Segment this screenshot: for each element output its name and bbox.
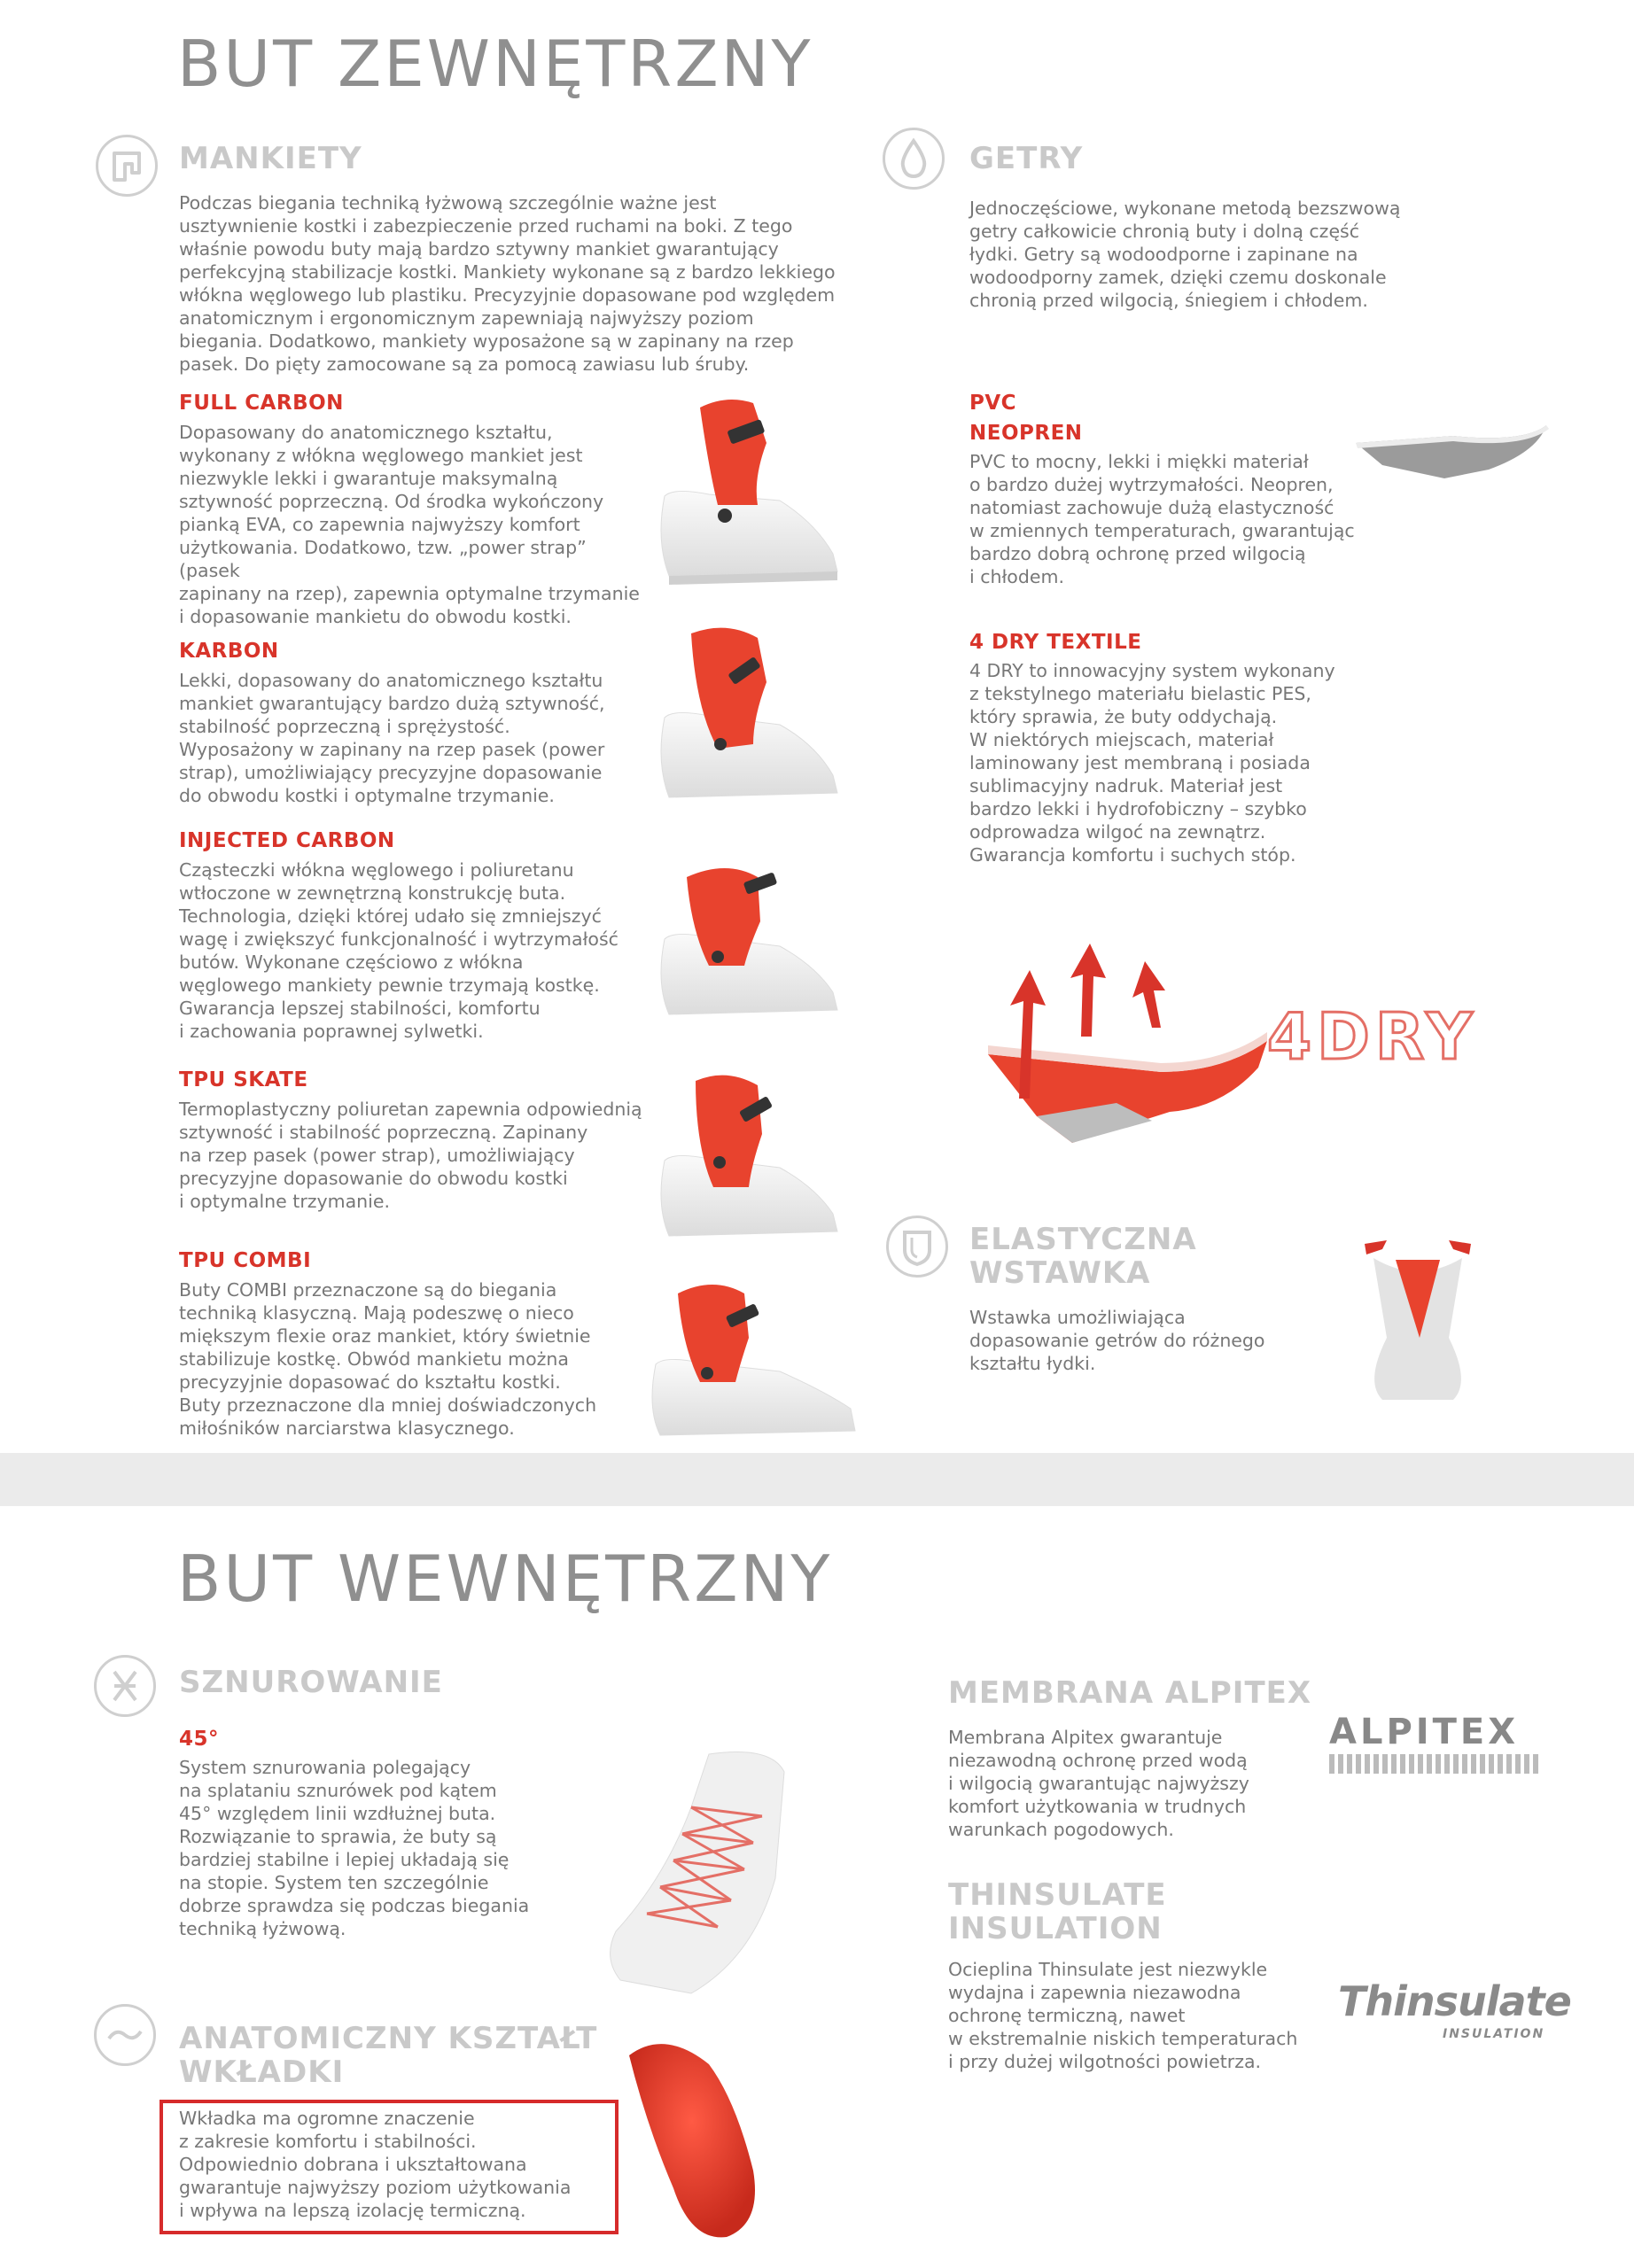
thinsulate-logo: Thinsulate — [1338, 1977, 1571, 2025]
lacing-text: System sznurowania polegający na splataniu sznurówek pod kątem 45° względem linii wzdłużnej buta. Rozwiązanie to sprawia, że buty są bardziej stabilne i lepiej układają się na stopie. System ten szczególnie dobrze sprawdza się podczas biegania techniką łyżwową. — [179, 1757, 530, 1939]
shield-icon — [886, 1216, 948, 1278]
4dry-label: 4 DRY TEXTILE — [969, 631, 1142, 654]
section-title-outer-boot: BUT ZEWNĘTRZNY — [177, 27, 813, 101]
tpu-combi-label: TPU COMBI — [179, 1249, 312, 1272]
insole-heading-2: WKŁADKI — [179, 2054, 345, 2090]
lacing-icon — [94, 1655, 156, 1717]
insole-text: Wkładka ma ogromne znaczenie z zakresie komfortu i stabilności. Odpowiednio dobrana i ukształtowana gwarantuje najwyższy poziom użytkowania i wpływa na lepszą izolację termiczną. — [179, 2108, 572, 2221]
section-separator — [0, 1453, 1634, 1506]
alpitex-heading: MEMBRANA ALPITEX — [948, 1675, 1312, 1711]
injected-carbon-boot-image — [647, 842, 860, 1028]
full-carbon-boot-image — [647, 390, 860, 594]
getry-text: Jednoczęściowe, wykonane metodą bezszwową getry całkowicie chronią buty i dolną część łydki. Getry są wodoodporne i zapinane na wodoodporny zamek, dzięki czemu doskonale chronią przed wilgocią, śniegiem i chłodem. — [969, 198, 1401, 311]
section-title-inner-boot: BUT WEWNĘTRZNY — [177, 1542, 833, 1616]
elastic-heading-2: WSTAWKA — [969, 1255, 1151, 1291]
injected-carbon-text: Cząsteczki włókna węglowego i poliuretanu wtłoczone w zewnętrzną konstrukcję buta. Technologia, dzięki której udało się zmniejszyć wagę i zwiększyć funkcjonalność i wytrzymałość butów. Wykonane częściowo z włókna węglowego mankiety pewnie trzymają kostkę. Gwarancja lepszej stabilności, komfortu i zachowania poprawnej sylwetki. — [179, 859, 619, 1042]
lacing-heading: SZNUROWANIE — [179, 1665, 443, 1700]
thinsulate-heading-1: THINSULATE — [948, 1877, 1167, 1913]
lacing-45-label: 45° — [179, 1728, 220, 1751]
mankiety-text: Podczas biegania techniką łyżwową szczególnie ważne jest usztywnienie kostki i zabezpieczenie przed ruchami na boki. Z tego właśnie powodu buty mają bardzo sztywny mankiet gwarantujący perfekcyjną stabilizacje kostki. Mankiety wykonane są z bardzo lekkiego włókna węglowego lub plastiku. Precyzyjnie dopasowane pod względem anatomicznym i ergonomicznym zapewniają najwyższy poziom biegania. Dodatkowo, mankiety wyposażone są w zapinany na rzep pasek. Do pięty zamocowane są za pomocą zawiasu lub śruby. — [179, 192, 836, 375]
injected-carbon-label: INJECTED CARBON — [179, 829, 395, 852]
karbon-label: KARBON — [179, 640, 279, 663]
tpu-skate-boot-image — [647, 1063, 860, 1249]
thinsulate-heading-2: INSULATION — [948, 1911, 1163, 1946]
thinsulate-text: Ocieplina Thinsulate jest niezwykle wydajna i zapewnia niezawodna ochronę termiczną, nawet w ekstremalnie niskich temperaturach i przy dużej wilgotności powietrza. — [948, 1959, 1298, 2072]
insole-image — [611, 2029, 780, 2241]
tpu-skate-label: TPU SKATE — [179, 1068, 308, 1091]
elastic-text: Wstawka umożliwiająca dopasowanie getrów do różnego kształtu łydki. — [969, 1307, 1265, 1374]
lacing-boot-image — [594, 1736, 806, 2002]
tpu-skate-text: Termoplastyczny poliuretan zapewnia odpowiednią sztywność i stabilność poprzeczną. Zapinany na rzep pasek (power strap), umożliwiający precyzyjne dopasowanie do obwodu kostki i optymalne trzymanie. — [179, 1099, 642, 1212]
4dry-text: 4 DRY to innowacyjny system wykonany z tekstylnego materiału bielastic PES, który sprawia, że buty oddychają. W niektórych miejscach, materiał laminowany jest membraną i posiada sublimacyjny nadruk. Materiał jest bardzo lekki i hydrofobiczny – szybko odprowadza wilgoć na zewnątrz. Gwarancja komfortu i suchych stóp. — [969, 660, 1335, 866]
water-drop-icon — [883, 128, 945, 190]
karbon-boot-image — [647, 620, 860, 815]
elastic-insert-image — [1347, 1231, 1489, 1409]
4dry-logo: 4DRY — [1267, 999, 1478, 1074]
tpu-combi-text: Buty COMBI przeznaczone są do biegania techniką klasyczną. Mają podeszwę o nieco miększym flexie oraz mankiet, który świetnie stabilizuje kostkę. Obwód mankietu można precyzyjnie dopasować do kształtu kostki. Buty przeznaczone dla mniej doświadczonych miłośników narciarstwa klasycznego. — [179, 1279, 597, 1439]
karbon-text: Lekki, dopasowany do anatomicznego kształtu mankiet gwarantujący bardzo dużą sztywność, stabilność poprzeczną i sprężystość. Wyposażony w zapinany na rzep pasek (power strap), umożliwiający precyzyjne dopasowanie do obwodu kostki i optymalne trzymanie. — [179, 670, 605, 806]
alpitex-text: Membrana Alpitex gwarantuje niezawodną ochronę przed wodą i wilgocią gwarantując najwyższy komfort użytkowania w trudnych warunkach pogodowych. — [948, 1727, 1249, 1840]
neopren-label: NEOPREN — [969, 422, 1083, 445]
tpu-combi-boot-image — [638, 1267, 877, 1453]
alpitex-logo: ALPITEX — [1329, 1712, 1520, 1752]
full-carbon-text: Dopasowany do anatomicznego kształtu, wykonany z włókna węglowego mankiet jest niezwykle lekki i gwarantuje maksymalną sztywność poprzeczną. Od środka wykończony pianką EVA, co zapewnia najwyższy komfort użytkowania. Dodatkowo, tzw. „power strap” (pasek zapinany na rzep), zapewnia optymalne trzymanie i dopasowanie mankietu do obwodu kostki. — [179, 422, 640, 627]
elastic-heading-1: ELASTYCZNA — [969, 1222, 1197, 1257]
thinsulate-logo-sub: INSULATION — [1443, 2027, 1545, 2041]
alpitex-logo-pattern — [1329, 1754, 1542, 1774]
mankiety-heading: MANKIETY — [179, 141, 362, 176]
pvc-text: PVC to mocny, lekki i miękki materiał o bardzo dużej wytrzymałości. Neopren, natomiast zachowuje dużą elastyczność w zmiennych temperaturach, gwarantując bardzo dobrą ochronę przed wilgocią i chłodem. — [969, 451, 1355, 587]
cuff-icon — [96, 135, 158, 197]
4dry-membrane-image — [984, 939, 1276, 1161]
full-carbon-label: FULL CARBON — [179, 392, 344, 415]
insole-heading-1: ANATOMICZNY KSZTAŁT — [179, 2021, 598, 2056]
insole-icon — [94, 2004, 156, 2066]
pvc-material-image — [1347, 416, 1560, 487]
getry-heading: GETRY — [969, 141, 1084, 176]
pvc-label: PVC — [969, 392, 1017, 415]
